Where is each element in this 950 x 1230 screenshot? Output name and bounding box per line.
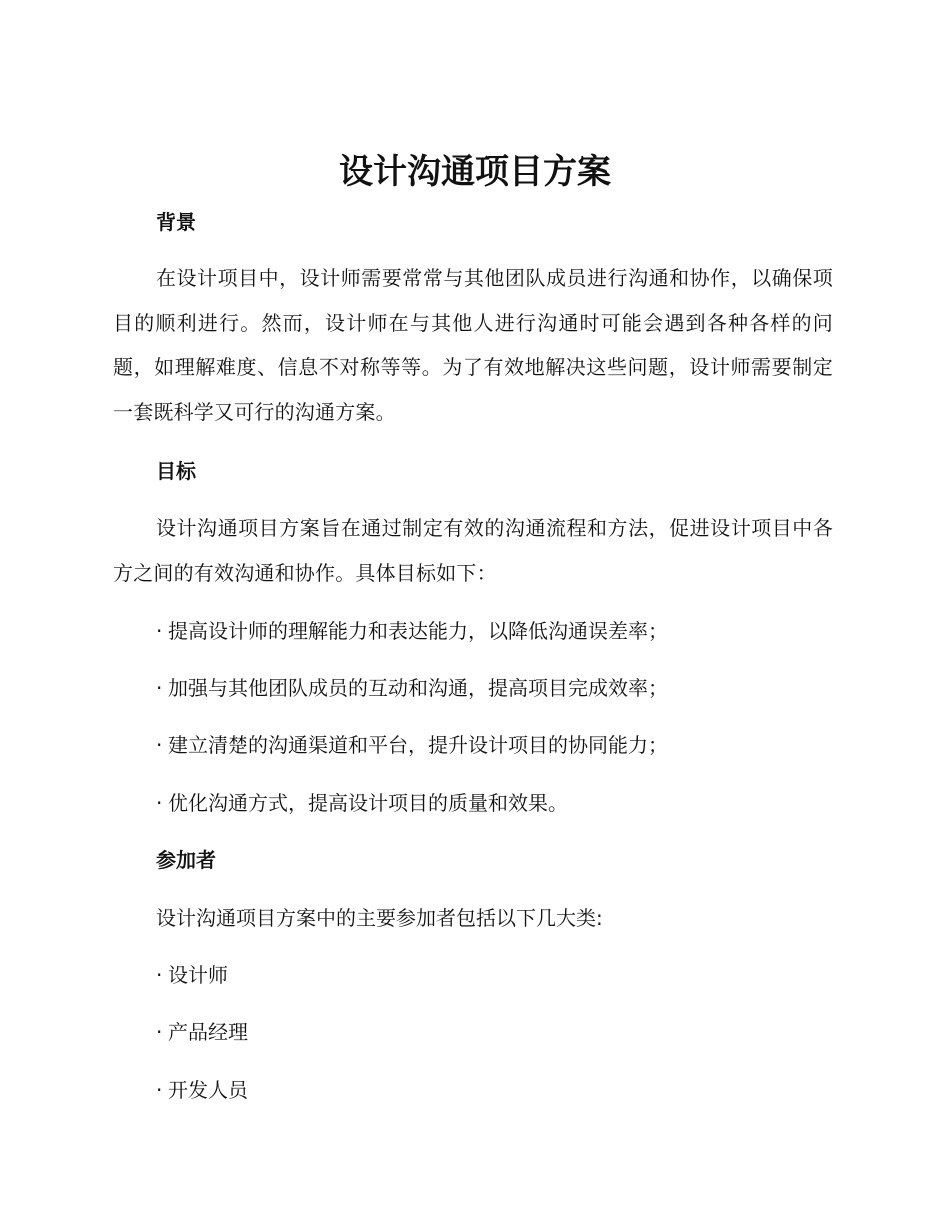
participant-bullet-item	[156, 1018, 248, 1046]
goal-bullet-text: 提高设计师的理解能力和表达能力，以降低沟通误差率；	[168, 619, 668, 643]
participant-bullet-item	[156, 961, 228, 989]
section-heading-background: 背景	[156, 210, 196, 234]
participant-bullet-text: 产品经理	[168, 1020, 248, 1044]
bullet-dot-icon: ·	[156, 963, 163, 987]
bullet-dot-icon: ·	[156, 1020, 163, 1044]
goal-bullet-item	[156, 789, 568, 817]
bullet-dot-icon: ·	[156, 676, 163, 700]
page-title: 设计沟通项目方案	[339, 152, 611, 192]
goal-bullet-text: 建立清楚的沟通渠道和平台，提升设计项目的协同能力；	[168, 733, 668, 757]
participant-bullet-text: 设计师	[168, 963, 228, 987]
goal-bullet-item	[156, 731, 668, 759]
section-heading-goals: 目标	[156, 459, 196, 483]
participant-bullet-item	[156, 1076, 248, 1104]
bullet-dot-icon: ·	[156, 733, 163, 757]
goal-bullet-item	[156, 674, 668, 702]
participants-intro: 设计沟通项目方案中的主要参加者包括以下几大类:	[156, 906, 603, 930]
background-paragraph: 在设计项目中，设计师需要常常与其他团队成员进行沟通和协作，以确保项目的顺利进行。然而，设计师在与其他人进行沟通时可能会遇到各种各样的问题，如理解难度、信息不对称等等。为了有效地解决这些问题，设计师需要制定一套既科学又可行的沟通方案。	[113, 266, 833, 424]
goal-bullet-text: 优化沟通方式，提高设计项目的质量和效果。	[168, 791, 568, 815]
section-heading-participants: 参加者	[156, 848, 216, 872]
bullet-dot-icon: ·	[156, 791, 163, 815]
goal-bullet-item	[156, 617, 668, 645]
bullet-dot-icon: ·	[156, 619, 163, 643]
goal-bullet-text: 加强与其他团队成员的互动和沟通，提高项目完成效率；	[168, 676, 668, 700]
bullet-dot-icon: ·	[156, 1078, 163, 1102]
goals-paragraph: 设计沟通项目方案旨在通过制定有效的沟通流程和方法，促进设计项目中各方之间的有效沟通和协作。具体目标如下：	[113, 516, 833, 585]
participant-bullet-text: 开发人员	[168, 1078, 248, 1102]
